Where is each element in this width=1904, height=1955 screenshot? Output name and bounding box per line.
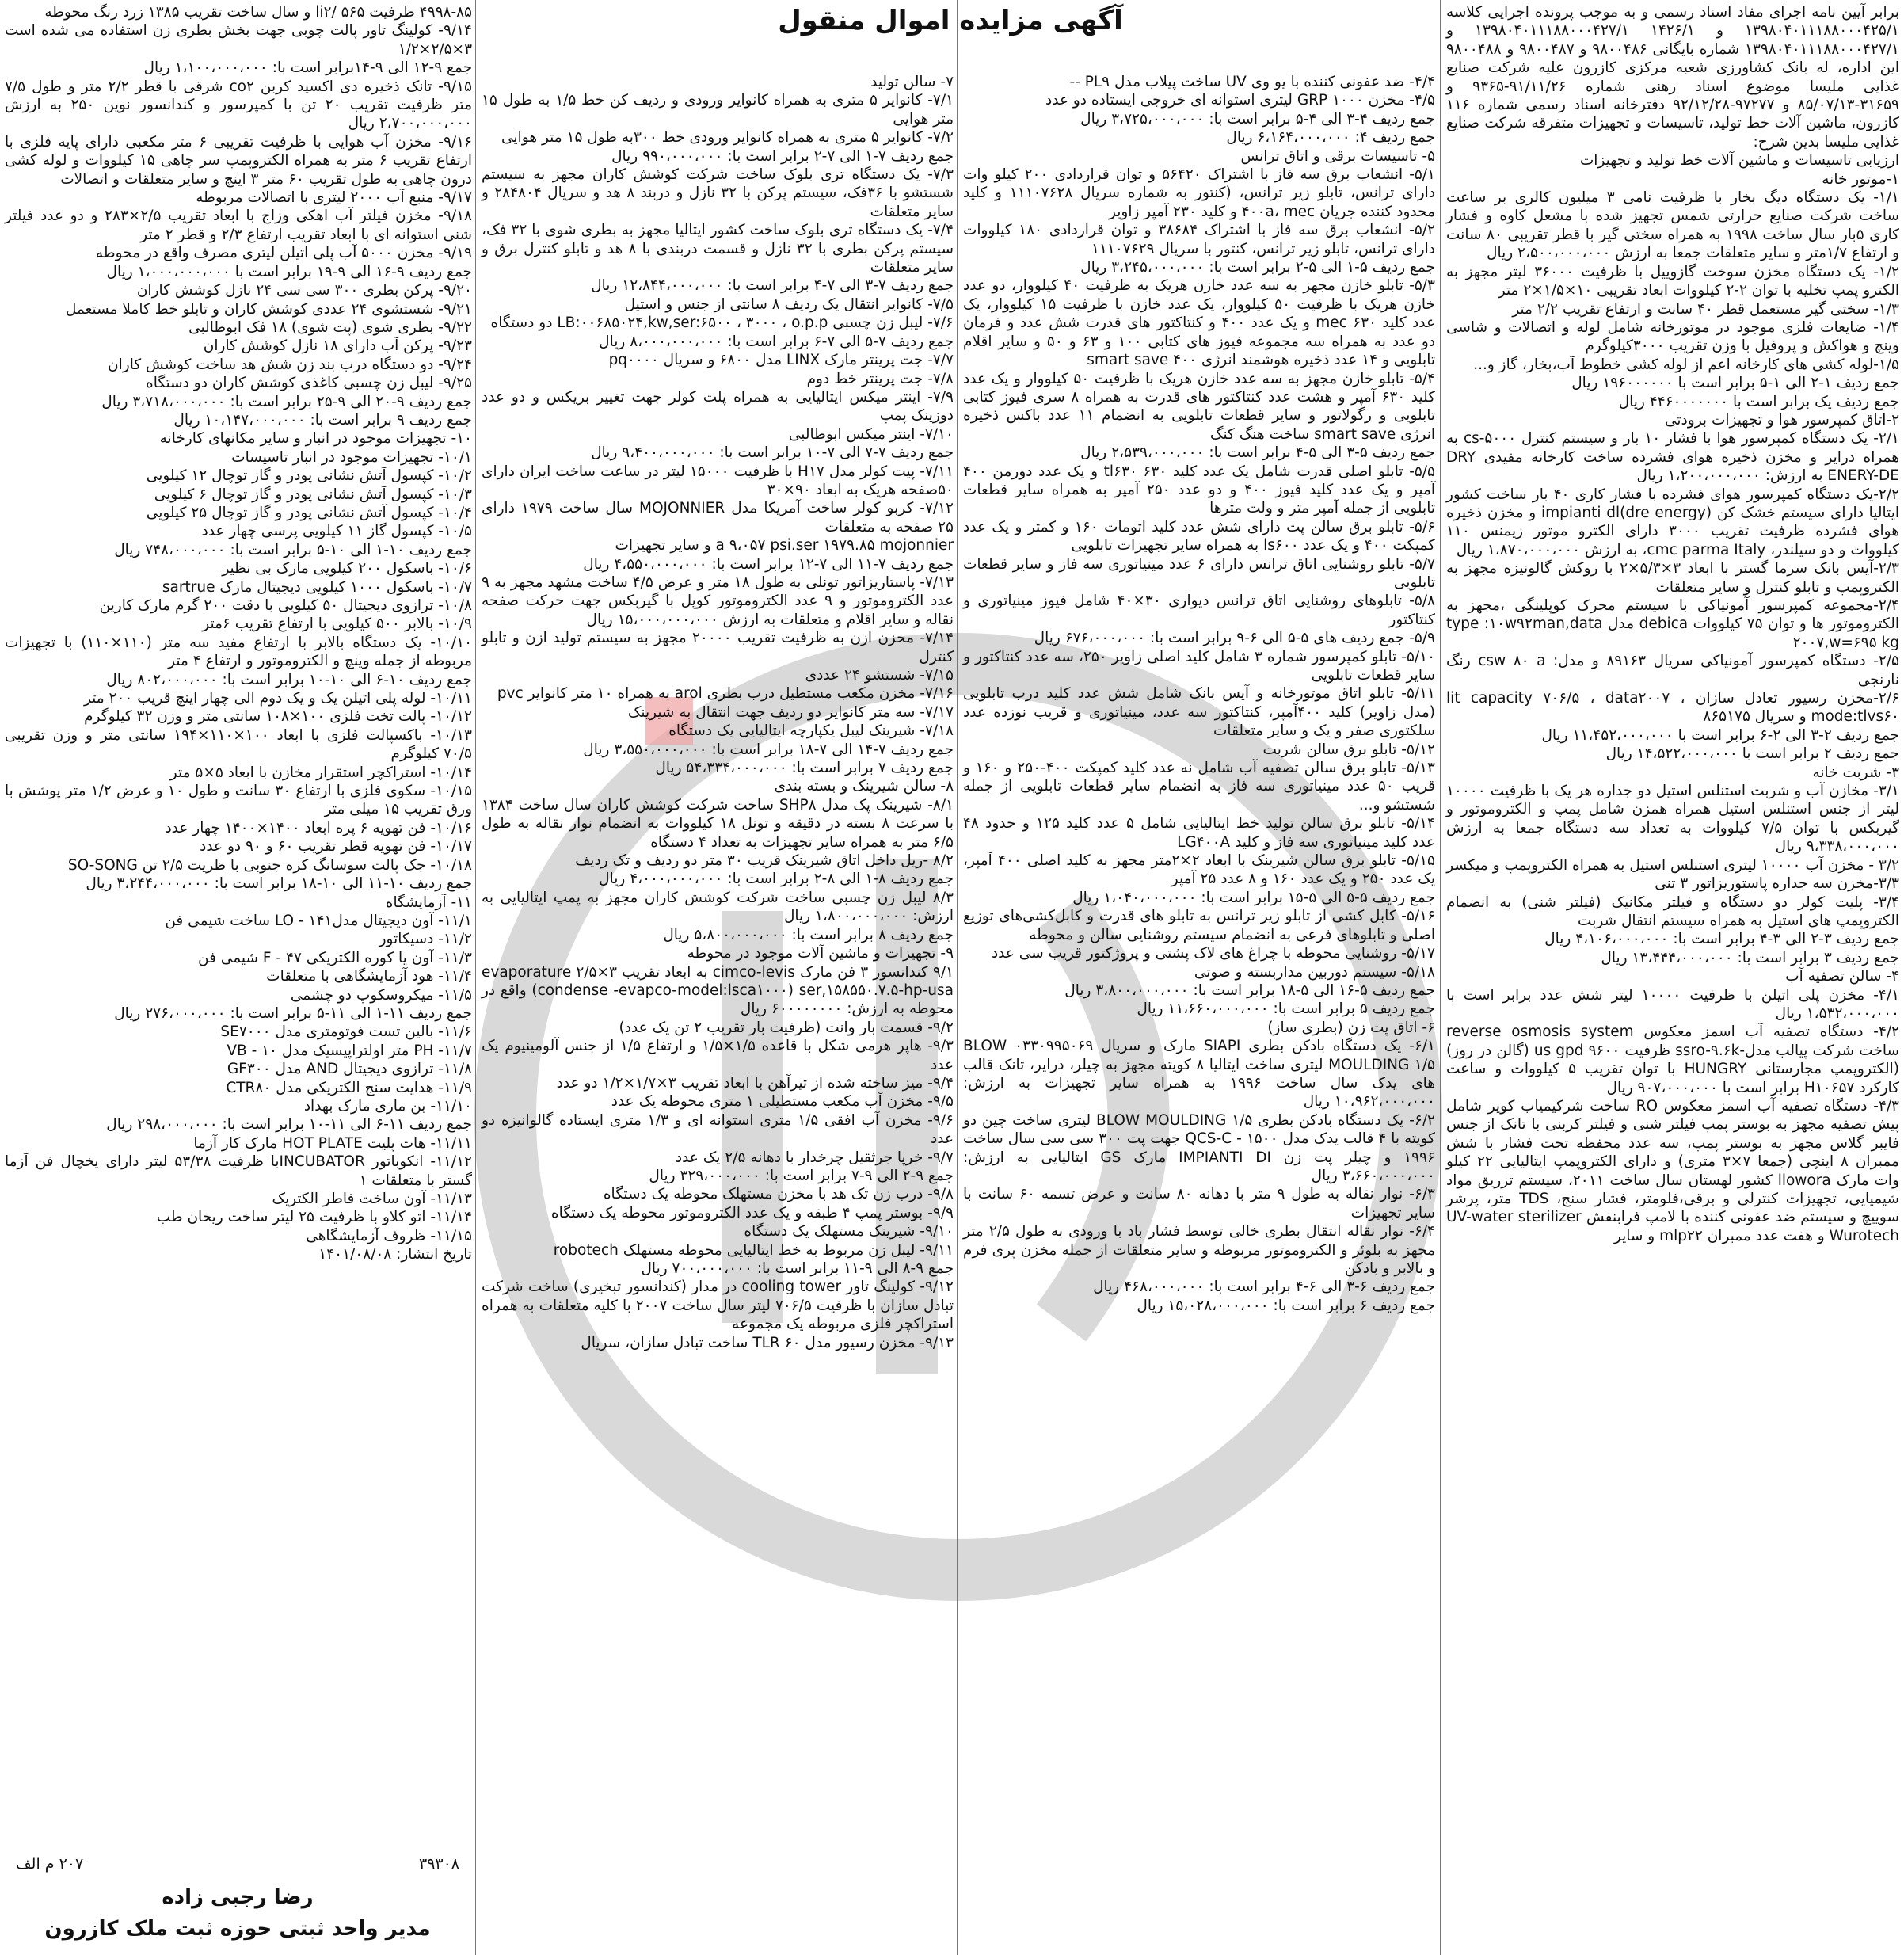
- notice-paragraph: جمع ردیف ۴: ۶،۱۶۴،۰۰۰،۰۰۰ ریال: [1226, 129, 1435, 147]
- notice-paragraph: ۵/۶- تابلو برق سالن پت دارای شش عدد کلید اتومات ۱۶۰ و کمتر و یک عدد کمپکت ۴۰۰ و یک عدد ls۶۰۰ به همراه سایر تجهیزات تابلویی: [963, 518, 1435, 554]
- notice-paragraph: ۴/۱- مخزن پلی اتیلن با ظرفیت ۱۰۰۰۰ لیتر شش عدد برابر است با ۱،۵۳۲،۰۰۰،۰۰۰ ریال: [1446, 986, 1900, 1022]
- notice-paragraph: ۶- اتاق پت زن (بطری ساز): [1267, 1019, 1435, 1036]
- notice-paragraph: ۵/۱۲- تابلو برق سالن شربت: [1262, 741, 1435, 758]
- notice-paragraph: ۲/۴-مجموعه کمپرسور آمونیاکی با سیستم محرک کوپلینگی ،مجهز به الکتروموتور ها و توان ۷۵ کیلووات debica مدل type :۱۰w۹۲man,data ۲۰۰۷,w=۶۹۵ kg: [1446, 597, 1900, 651]
- notice-paragraph: ۱۰/۱۲- پالت تخت فلزی ۱۰۰×۱۰۸ سانتی متر و وزن ۳۲ کیلوگرم: [84, 708, 472, 726]
- notice-paragraph: جمع ردیف ۲ برابر است با ۱۴،۵۲۲،۰۰۰،۰۰۰ ریال: [1605, 745, 1899, 763]
- notice-paragraph: جمع ردیف ۷-۳ الی ۷-۴ برابر است با: ۱۲،۸۴۴،۰۰۰،۰۰۰ ریال: [591, 277, 954, 295]
- notice-paragraph: ۱/۴- ضایعات فلزی موجود در موتورخانه شامل لوله و اتصالات و شاسی وینچ و هواکش و پروفیل با وزن تقریب ۳۰۰۰کیلوگرم: [1446, 318, 1899, 355]
- notice-paragraph: جمع ردیف یک برابر است با ۴۴۶۰۰۰۰۰۰۰ ریال: [1618, 393, 1899, 410]
- notice-paragraph: ۸/۳ لیبل زن چسبی ساخت شرکت کوشش کاران مجهز به پمپ ایتالیایی به ارزش: ۱،۸۰۰،۰۰۰،۰۰۰ ریال: [482, 889, 954, 925]
- notice-paragraph: ۵/۱۳- تابلو برق سالن تصفیه آب شامل نه عدد کلید کمپکت ۴۰۰-۲۵۰ و ۱۶۰ و قریب ۵۰ عدد مینیاتوری سه فاز به انضمام سایر قطعات تابلویی از جمله شستشو و...: [963, 760, 1436, 814]
- notice-paragraph: جمع ردیف ۶-۳ الی ۶-۴ برابر است با: ۴۶۸،۰۰۰،۰۰۰ ریال: [1093, 1279, 1435, 1296]
- notice-paragraph: جمع ردیف ۲-۳ الی ۲-۶ برابر است با ۱۱،۴۵۲،۰۰۰،۰۰۰ ریال: [1541, 726, 1899, 744]
- notice-paragraph: ۷/۱۰- اینتر میکس ابوطالبی: [788, 425, 954, 443]
- notice-paragraph: ۹/۵- مخزن آب مکعب مستطیلی ۱ متری محوطه یک عدد: [611, 1093, 954, 1111]
- notice-paragraph: ۱۰/۵- کپسول گاز ۱۱ کیلویی پرسی چهار عدد: [201, 523, 472, 540]
- notice-code: ۳۹۳۰۸: [418, 1855, 459, 1873]
- notice-paragraph: جمع ردیف ۵-۵ الی ۵-۱۵ برابر است با: ۱،۰۴۰،۰۰۰،۰۰۰ ریال: [1072, 889, 1435, 906]
- column-divider: [957, 0, 958, 1955]
- notice-paragraph: ۱۰- تجهیزات موجود در انبار و سایر مکانهای کارخانه: [159, 430, 472, 448]
- notice-paragraph: ۳/۳-مخزن سه جداره پاستوریزاتور ۳ تنی: [1655, 875, 1899, 893]
- notice-paragraph: ۱۰/۱۰- یک دستگاه بالابر با ارتفاع مفید سه متر (۱۱۰×۱۱۰) با تجهیزات مربوطه از جمله وینچ و الکتروموتور و ارتفاع ۴ متر: [5, 634, 473, 670]
- footer-codes: [16, 1855, 459, 1873]
- notice-paragraph: ۷/۷- جت پرینتر مارک LINX مدل ۶۸۰۰ و سریال pq۰۰۰۰: [608, 352, 954, 369]
- notice-paragraph: ۵- تاسیسات برقی و اتاق ترانس: [1240, 147, 1435, 165]
- notice-paragraph: a ۹،۰۵۷ psi.ser ۱۹۷۹.۸۵ mojonnier و سایر تجهیزات: [615, 537, 954, 554]
- notice-paragraph: ۱/۳- سختی گیر مستعمل قطر ۴۰ سانت و ارتفاع تقریب ۲/۲ متر: [1512, 300, 1899, 318]
- notice-paragraph: ۷/۹- اینتر میکس ایتالیایی به همراه پلت کولر جهت تغییر بریکس و دو عدد دوزینک پمپ: [482, 388, 954, 425]
- notice-paragraph: جمع ردیف ۹ برابر است با: ۱۰،۱۴۷،۰۰۰،۰۰۰ ریال: [173, 411, 472, 429]
- notice-paragraph: ۹/۲۴- دو دستگاه درب بند زن شش هد ساخت کوشش کاران: [108, 356, 472, 373]
- notice-paragraph: ۲-اتاق کمپرسور هوا و تجهیزات برودتی: [1664, 411, 1899, 429]
- notice-paragraph: ۱۱/۶- بالین تست فوتومتری مدل SE۷۰۰۰: [220, 1023, 472, 1041]
- notice-paragraph: ۱۱/۱۳- آون ساخت فاطر الکتریک: [272, 1191, 472, 1207]
- notice-paragraph: ۹/۱۳- مخزن رسیور مدل TLR ۶۰ ساخت تبادل سازان، سریال: [581, 1334, 954, 1351]
- notice-paragraph: جمع ردیف ۹-۱۶ الی ۹-۱۹ برابر است با ۱،۰۰۰،۰۰۰،۰۰۰ ریال: [106, 263, 472, 280]
- notice-paragraph: ۱۰/۴- کپسول آتش نشانی پودر و گاز توچال ۲۵ کیلویی: [146, 504, 472, 521]
- notice-paragraph: ۶/۳- نوار نقاله به طول ۹ متر با دهانه ۸۰ سانت و عرض تسمه ۶۰ سانت با سایر تجهیزات: [963, 1186, 1435, 1221]
- notice-paragraph: جمع ردیف ۸ برابر است با: ۵،۸۰۰،۰۰۰،۰۰۰ ریال: [663, 926, 954, 943]
- notice-paragraph: برابر آیین نامه اجرای مفاد اسناد رسمی و به موجب پرونده اجرایی کلاسه ۱۳۹۸۰۴۰۱۱۱۸۸۰۰۰۴۲۵/۱ و ۱۴۲۶/۱ ۱۳۹۸۰۴۰۱۱۱۸۸۰۰۰۴۲۷/۱ و ۱۳۹۸۰۴۰۱۱۱۸۸۰۰۰۴۲۷/۱ شماره بایگانی ۹۸۰۰۴۸۶ و ۹۸۰۰۴۸۷ و ۹۸۰۰۴۸۸ این اداره، له بانک کشاورزی شعبه مرکزی کازرون علیه شرکت صنایع غذایی ملیسا موضوع اسناد رهنی شماره ۹۱/۱۱/۲۶-۹۳۶۵ و ۳۱۶۵۹-۸۵/۰۷/۱۳ و ۹۷۲۷۷-۹۲/۱۲/۲۸ دفترخانه اسناد رسمی شماره ۱۱۶ کازرون، ماشین آلات خط تولید، تاسیسات و تجهیزات متفرقه شرکت صنایع غذایی ملیسا بدین شرح:: [1446, 4, 1899, 151]
- notice-paragraph: ۹/۱۷- منبع آب ۲۰۰۰ لیتری با اتصالات مربوطه: [196, 189, 472, 207]
- notice-paragraph: ۸/۱- شیرینک پک مدل SHP۸ ساخت شرکت کوشش کاران سال ساخت ۱۳۸۴ با سرعت ۸ بسته در دقیقه و تونل ۱۸ کیلووات به انضمام نوار نقاله به طول ۶/۵ متر به همراه سایر تجهیزات به تعداد ۴ دستگاه: [482, 796, 954, 851]
- notice-paragraph: ۱۱- آزمایشگاه: [385, 894, 472, 911]
- notice-paragraph: ۵/۸- تابلوهای روشنایی اتاق ترانس دیواری ۳۰×۴۰ شامل فیوز مینیاتوری و کنتاکتور: [963, 593, 1435, 628]
- column-divider: [475, 0, 476, 1955]
- notice-paragraph: جمع ردیف ۷ برابر است با: ۵۴،۳۳۴،۰۰۰،۰۰۰ ریال: [655, 760, 954, 777]
- notice-paragraph: ۸- سالن شیرینک و بسته بندی: [774, 778, 954, 795]
- notice-paragraph: ۵/۱- انشعاب برق سه فاز با اشتراک ۵۶۴۲۰ و توان قراردادی ۲۰۰ کیلو وات دارای ترانس، تابلو زیر ترانس، (کنتور به شماره سریال ۱۱۱۰۷۶۲۸ و کلید محدود کننده جریان ۴۰۰a، mec و کلید ۲۳۰ آمپر زاویر: [963, 166, 1436, 220]
- notice-paragraph: ۵/۴- تابلو خازن مجهز به سه عدد خازن هریک با ظرفیت ۵۰ کیلووار و یک عدد کلید ۶۳۰ آمپر و هشت عدد کنتاکتور های قدرت به همراه ۸ سری فیوز کتابی تابلویی و رگولاتور و سایر قطعات تابلویی به انضمام ۱۱ عدد باکس ذخیره انرژی smart save ساخت هنگ کنگ: [963, 370, 1436, 443]
- notice-paragraph: جمع ردیف ۸-۱ الی ۸-۲ برابر است با: ۴،۰۰۰،۰۰۰،۰۰۰ ریال: [599, 871, 954, 888]
- notice-paragraph: ۱۰/۷- باسکول ۱۰۰۰ کیلویی دیجیتال مارک sartrue: [162, 578, 472, 596]
- notice-paragraph: ۱۱/۱۱- هات پلیت HOT PLATE مارک کار آزما: [193, 1134, 472, 1152]
- notice-paragraph: ۱۱/۱۰- بن ماری مارک بهداد: [303, 1097, 472, 1115]
- notice-paragraph: ۴/۳- دستگاه تصفیه آب اسمز معکوس RO ساخت شرکیمیاب کویر شامل پیش تصفیه مجهز به بوستر پمپ فیلتر شنی و فیلتر کربنی با تانک از جنس فایبر گلاس مجهز به بوستر پمپ، سه عدد محفظه تحت فشار با شش ممبران ۸ اینچی (جمعا ۷×۳ متری) و دارای الکتروپمپ ایتالیایی ۲۲ کیلو وات مارک llowora کشور لهستان سال ساخت ۲۰۱۱، سیستم تزریق مواد شیمیایی، تجهیزات کنترلی و برقی،فلومتر، فشار سنج، TDS متر، پرشر سوییچ و سیستم ضد عفونی کننده با لامپ فرابنفش UV-water sterilizer Wurotech و هفت عدد ممبران mlp۲۲ و سایر: [1446, 1097, 1900, 1244]
- notice-paragraph: ۷/۱۵- شستشو ۲۴ عددی: [805, 667, 954, 684]
- notice-paragraph: جمع ردیف ۱۱-۶ الی ۱۱-۱۰ برابر است با: ۲۹۸،۰۰۰،۰۰۰ ریال: [106, 1116, 472, 1134]
- notice-paragraph: جمع ردیف ۵-۱ الی ۵-۲ برابر است با: ۳،۲۴۵،۰۰۰،۰۰۰ ریال: [1080, 259, 1435, 276]
- column-4: [5, 3, 472, 1264]
- notice-paragraph: ۱/۵-لوله کشی های کارخانه اعم از لوله کشی خطوط آب،بخار، گاز و...: [1473, 356, 1899, 373]
- notice-paragraph: جمع ردیف ۱۰-۱۱ الی ۱۰-۱۸ برابر است با: ۳،۲۴۴،۰۰۰،۰۰۰ ریال: [86, 875, 472, 893]
- notice-paragraph: ۵/۱۰- تابلو کمپرسور شماره ۳ شامل کلید اصلی زاویر ۲۵۰، سه عدد کنتاکتور و سایر قطعات تابلویی: [963, 648, 1436, 684]
- notice-paragraph: ۹/۱۶- مخزن آب هوایی با ظرفیت تقریبی ۶ متر مکعبی دارای پایه فلزی با ارتفاع تقریب ۶ متر به همراه الکتروپمپ سر چاهی ۱۵ کیلووات و لوله کشی درون چاهی به طول تقریب ۶۰ متر ۳ اینچ و سایر متعلقات و اتصالات: [5, 133, 472, 188]
- notice-paragraph: ۷/۵- کانوایر انتقال یک ردیف ۸ سانتی از جنس و استیل: [624, 295, 954, 313]
- column-1: [1446, 3, 1899, 1245]
- notice-paragraph: ۹/۲۰- پرکن بطری ۳۰۰ سی سی ۲۴ نازل کوشش کاران: [136, 282, 472, 299]
- notice-paragraph: ۱۰/۶- باسکول ۲۰۰ کیلویی مارک بی نظیر: [222, 560, 472, 577]
- notice-paragraph: ۱۱/۱- آون دیجیتال مدل۱۴۱ - LO ساخت شیمی فن: [165, 912, 472, 929]
- notice-paragraph: ۲/۵- دستگاه کمپرسور آمونیاکی سریال ۸۹۱۶۳ و مدل: csw ۸۰ a رنگ نارنجی: [1446, 653, 1899, 688]
- notice-paragraph: ۱۱/۲- دسیکاتور: [379, 931, 472, 948]
- notice-paragraph: ۱۰/۱۸- جک پالت سوسانگ کره جنوبی با ظریت ۲/۵ تن SO-SONG: [67, 856, 472, 874]
- notice-paragraph: ۷/۸- جت پرینتر خط دوم: [806, 370, 954, 387]
- notice-paragraph: ۴۹۹۸-۸۵ ظرفیت ۵۶۵ /li۲ و سال ساخت تقریب ۱۳۸۵ زرد رنگ محوطه: [44, 4, 472, 21]
- notice-paragraph: ۴/۵- مخزن GRP ۱۰۰۰ لیتری استوانه ای خروجی ایستاده دو عدد: [1045, 92, 1435, 109]
- notice-paragraph: ۷/۱۲- کربو کولر ساخت آمریکا مدل MOJONNIER سال ساخت ۱۹۷۹ دارای ۲۵ صفحه به متعلقات: [482, 500, 954, 535]
- notice-paragraph: جمع ردیف ۵ برابر است با: ۱۱،۶۶۰،۰۰۰،۰۰۰ ریال: [1137, 1000, 1435, 1018]
- notice-paragraph: ۱۱/۳- آون یا کوره الکتریکی ۴۷ - F شیمی فن: [198, 949, 472, 966]
- notice-paragraph: ۵/۱۶- کابل کشی از تابلو زیر ترانس به تابلو های قدرت و کابل‌کشی‌های توزیع اصلی و تابلوهای فرعی به انضمام سیستم روشنایی سالن و محوطه: [963, 908, 1435, 943]
- notice-paragraph: ۹/۹- بوستر پمپ ۴ طبقه و یک عدد الکتروموتور محوطه یک دستگاه: [550, 1204, 954, 1221]
- notice-paragraph: ۹/۱۱- لیبل زن مربوط به خط ایتالیایی محوطه مستهلک robotech: [553, 1241, 954, 1259]
- notice-paragraph: ۹/۱ کندانسور ۳ فن مارک cimco-levis به ابعاد تقریب ۳×۲/۵ evaporature condense -evapco-model:lsca۱۰۰۰) ser,۱۵۸۵۵۰.۷.۵-hp-usa) واقع در محوطه به ارزش: ۶۰۰۰۰۰۰۰۰ ریال: [482, 963, 954, 1018]
- notice-paragraph: جمع ۹-۲ الی ۹-۷ برابر است با: ۳۲۹،۰۰۰،۰۰۰ ریال: [649, 1167, 954, 1184]
- notice-paragraph: ۵/۱۷- روشنایی محوطه با چراغ های لاک پشتی و پروژکتور قریب سی عدد: [991, 945, 1435, 962]
- notice-paragraph: ۲/۳-آیس بانک سرما گستر با ابعاد ۳×۵/۳×۲ با روکش گالونیزه مجهز به الکتروپمپ و تابلو کنترل و سایر متعلقات: [1446, 560, 1899, 596]
- notice-paragraph: ۱۰/۱۷- فن تهویه قطر تقریب ۶۰ و ۹۰ دو عدد: [200, 838, 472, 856]
- notice-paragraph: ۹/۲۱- شستشوی ۲۴ عددی کوشش کاران و تابلو خط کاملا مستعمل: [65, 300, 472, 318]
- notice-paragraph: جمع ردیف ۶ برابر است با: ۱۵،۰۲۸،۰۰۰،۰۰۰ ریال: [1137, 1297, 1435, 1314]
- notice-paragraph: جمع ردیف ۱-۲ الی ۱-۵ برابر است با ۱۹۶۰۰۰۰۰۰ ریال: [1571, 375, 1899, 392]
- notice-paragraph: ۷/۳- یک دستگاه تری بلوک ساخت شرکت کوشش کاران مجهز به سیستم شستشو با ۳۶فک، سیستم پرکن با ۳۲ نازل و دربند ۸ هد و سریال ۲۸۴۸۰۴ و سایر متعلقات: [482, 166, 954, 220]
- notice-paragraph: جمع ردیف ۷-۷ الی ۷-۱۰ برابر است با: ۹،۴۰۰،۰۰۰،۰۰۰ ریال: [591, 444, 954, 462]
- notice-paragraph: ارزیابی تاسیسات و ماشین آلات خط تولید و تجهیزات: [1579, 152, 1899, 170]
- notice-paragraph: ۱۱/۱۴- اتو کلاو با ظرفیت ۲۵ لیتر ساخت ریحان طب: [156, 1209, 472, 1226]
- notice-paragraph: ۷/۴- یک دستگاه تری بلوک ساخت کشور ایتالیا مجهز به بطری شوی با ۳۲ فک، سیستم پرکن بطری با ۳۲ نازل و قسمت دربندی با ۸ هد و تابلو کنترل برق و سایر متعلقات: [482, 222, 954, 276]
- notice-paragraph: ۹/۶- مخزن آب افقی ۱/۵ متری استوانه ای و ۱/۳ متری ایستاده گالوانیزه دو عدد: [482, 1111, 954, 1148]
- notice-paragraph: ۷/۱۶- مخزن مکعب مستطیل درب بطری arol به همراه ۱۰ متر کانوایر pvc: [497, 685, 954, 703]
- notice-paragraph: ۹/۱۰- شیرینک مستهلک یک دستگاه: [744, 1223, 954, 1240]
- notice-paragraph: ۹/۲- قسمت بار وانت (ظرفیت بار تقریب ۲ تن یک عدد): [619, 1019, 954, 1036]
- notice-paragraph: ۳/۴- پلیت کولر دو دستگاه و فیلتر مکانیک (فیلتر شنی) به انضمام الکتروپمپ های استیل به همراه سیستم انتقال شربت: [1446, 894, 1899, 929]
- signer-title: مدیر واحد ثبتی حوزه ثبت ملک کازرون: [44, 1917, 431, 1941]
- notice-paragraph: ۴- سالن تصفیه آب: [1785, 968, 1899, 985]
- notice-paragraph: جمع ردیف ۳-۲ الی ۳-۴ برابر است با: ۴،۱۰۶،۰۰۰،۰۰۰ ریال: [1544, 931, 1899, 948]
- notice-paragraph: ۵/۱۵- تابلو برق سالن شیرینک با ابعاد ۲×۲متر مجهز به کلید اصلی ۴۰۰ آمپر، یک عدد ۲۵۰ و یک عدد ۱۶۰ و ۸ عدد ۲۵ آمپر: [963, 852, 1435, 888]
- notice-paragraph: ۸/۲ -ریل داخل اتاق شیرینک قریب ۳۰ متر دو ردیف و تک ردیف: [575, 852, 954, 870]
- signer-name: رضا رجبی زاده: [162, 1885, 314, 1909]
- notice-paragraph: جمع ردیف ۴-۳ الی ۴-۵ برابر است با: ۳،۷۲۵،۰۰۰،۰۰۰ ریال: [1080, 110, 1435, 128]
- notice-paragraph: ۱۰/۹- بالابر ۵۰۰ کیلویی با ارتفاع تقریب ۶متر: [202, 615, 472, 633]
- notice-paragraph: ۹/۲۳- پرکن آب دارای ۱۸ نازل کوشش کاران: [203, 337, 472, 355]
- notice-paragraph: ۹/۱۴- کولینگ تاور پالت چوبی جهت بخش بطری زن استفاده می شده است ۳×۲/۵×۱/۲: [5, 22, 472, 58]
- notice-paragraph: ۱۱/۴- هود آزمایشگاهی با متعلقات: [266, 968, 472, 985]
- notice-paragraph: جمع ردیف ۱۰-۱ الی ۱۰-۵ برابر است با: ۷۴۸،۰۰۰،۰۰۰ ریال: [114, 541, 472, 558]
- notice-paragraph: ۳/۲ - مخزن آب ۱۰۰۰۰ لیتری استنلس استیل به همراه الکتروپمپ و میکسر: [1446, 856, 1899, 874]
- notice-paragraph: ۵/۲- انشعاب برق سه فاز با اشتراک ۳۸۶۸۴ و توان قراردادی ۱۸۰ کیلووات دارای ترانس، تابلو زیر ترانس، کنتور با سریال ۱۱۱۰۷۶۲۹: [963, 222, 1435, 257]
- notice-paragraph: ۷/۱۴- مخزن ازن به ظرفیت تقریب ۲۰۰۰۰ مجهز به سیستم تولید ازن و تابلو کنترل: [482, 630, 954, 665]
- notice-paragraph: جمع ۹-۸ الی ۹-۱۱ برابر است با: ۷۰۰،۰۰۰،۰۰۰ ریال: [641, 1260, 954, 1277]
- notice-paragraph: ۱۱/۸- ترازوی دیجیتال AND مدل GF۳۰۰: [227, 1061, 472, 1078]
- notice-paragraph: جمع ردیف ۹-۲۰ الی ۹-۲۵ برابر است با: ۳،۷۱۸،۰۰۰،۰۰۰ ریال: [101, 393, 472, 410]
- notice-paragraph: ۱۰/۱۱- لوله پلی اتیلن یک و یک دوم الی چهار اینچ قریب ۲۰۰ متر: [83, 690, 472, 707]
- notice-paragraph: ۳/۱- مخازن آب و شربت استنلس استیل دو جداره هر یک با ظرفیت ۱۰۰۰۰ لیتر از جنس استنلس استیل همراه همزن شامل پمپ و الکتروموتور و گیربکس با توان ۷/۵ کیلووات به تعداد سه دستگاه جمعا به ارزش ۹،۳۳۸،۰۰۰،۰۰۰ ریال: [1446, 783, 1899, 856]
- notice-paragraph: ۱۰/۳- کپسول آتش نشانی پودر و گاز توچال ۶ کیلویی: [154, 486, 472, 503]
- notice-paragraph: تاریخ انتشار: ۱۴۰۱/۰۸/۰۸: [318, 1246, 472, 1263]
- notice-paragraph: ۹/۱۵- تانک ذخیره دی اکسید کربن co۲ شرقی با قطر ۲/۲ متر و طول ۷/۵ متر ظرفیت تقریب ۲۰ تن با کمپرسور و کندانسور نوین ۲۵۰ به ارزش ۲،۷۰۰،۰۰۰،۰۰۰ ریال: [5, 78, 472, 132]
- notice-paragraph: ۱/۱- یک دستگاه دیگ بخار با ظرفیت نامی ۳ میلیون کالری بر ساعت ساخت شرکت صنایع حرارتی شمس تجهیز شده با مشعل کاوه و فشار کاری ۵بار سال ساخت ۱۹۹۸ به همراه سختی گیر با قطر تقریبی ۸۰ سانت و ارتفاع ۱/۷متر و سایر متعلقات جمعا به ارزش ۲،۵۰۰،۰۰۰،۰۰۰ ریال: [1446, 189, 1899, 262]
- notice-paragraph: ۱/۲- یک دستگاه مخزن سوخت گازوییل با ظرفیت ۳۶۰۰۰ لیتر مجهز به الکترو پمپ تخلیه با توان ۲-۲ کیلووات ابعاد تقریبی ۱۰×۱/۵×۲ متر: [1446, 263, 1899, 299]
- notice-paragraph: ۲/۱- یک دستگاه کمپرسور هوا با فشار ۱۰ بار و سیستم کنترل cs-۵۰۰۰ به همراه درایر و مخزن ذخیره هوای فشرده ساخت کارخانه مفیدی DRY ENERY-DE به ارزش: ۱،۲۰۰،۰۰۰،۰۰۰ ریال: [1446, 430, 1899, 485]
- notice-paragraph: ۵/۱۱- تابلو اتاق موتورخانه و آیس بانک شامل شش عدد کلید درب تابلویی (مدل زاویر) کلید ۴۰۰آمپر، کنتاکتور سه عدد، مینیاتوری و قریب نوزده عدد سلکتوری صفر و یک و سایر متعلقات: [963, 685, 1435, 740]
- notice-paragraph: ۳- شربت خانه: [1812, 764, 1899, 781]
- notice-paragraph: ۶/۲- یک دستگاه بادکن بطری BLOW MOULDING ۱/۵ لیتری ساخت چین دو کویته با ۴ قالب یدک مدل ۱۵۰۰ - QCS-C جهت پت ۳۰۰ سی سی سال ساخت ۱۹۹۶ و چیلر پت زن IMPIANTI DI مارک GS ایتالیایی به ارزش: ۳،۶۶۰،۰۰۰،۰۰۰ ریال: [963, 1111, 1435, 1184]
- notice-paragraph: ۶/۱- یک دستگاه بادکن بطری SIAPI مارک و سریال ۰۳۳۰۹۹۵۰۶۹ BLOW MOULDING ۱/۵ لیتری ساخت ایتالیا ۸ کویته مجهز به چیلر، درایر، تانک قالب های یدک سال ساخت ۱۹۹۶ به همراه سایر تجهیزات به ارزش: ۱۰،۹۶۲،۰۰۰،۰۰۰ ریال: [963, 1038, 1435, 1111]
- notice-paragraph: ۹/۲۲- بطری شوی (پت شوی) ۱۸ فک ابوطالبی: [188, 318, 472, 336]
- notice-paragraph: ۵/۳- تابلو خازن مجهز به سه عدد خازن هریک به ظرفیت ۴۰ کیلووار، دو عدد خازن هریک با ظرفیت ۵۰ کیلووار، یک عدد خازن با ظرفیت ۱۵ کیلووار، یک عدد کلید ۶۳۰ mec و یک عدد ۴۰۰ و کنتاکتور های قدرت شش عدد و فرمان دو عدد به همراه سه مجموعه فیوز های کتابی ۱۰۰ و ۶۳ و ۵۰ و سایر اقلام تابلویی و ۱۴ عدد ذخیره هوشمند انرژی ۴۰۰ smart save: [963, 277, 1436, 369]
- notice-paragraph: ۱۱/۱۲- انکوباتور INCUBATORبا ظرفیت ۵۳/۳۸ لیتر دارای یخچال فن آزما گستر با متعلقات ۱: [5, 1153, 472, 1189]
- notice-paragraph: ۵/۵- تابلو اصلی قدرت شامل یک عدد کلید ۶۳۰ tl۶۳۰ و یک عدد دورمن ۴۰۰ آمپر و یک عدد کلید فیوز ۴۰۰ و دو عدد ۲۵۰ آمپر به همراه سایر قطعات تابلویی از جمله آمپر متر و ولت مترها: [963, 463, 1435, 517]
- notice-paragraph: ۱۱/۱۵- ظروف آزمایشگاهی: [306, 1227, 472, 1244]
- notice-paragraph: ۹/۴- میز ساخته شده از تیرآهن با ابعاد تقریب ۳×۱/۷×۱/۲ دو عدد: [556, 1074, 954, 1092]
- notice-paragraph: ۴/۲- دستگاه تصفیه آب اسمز معکوس reverse osmosis system ساخت شرکت پیالب مدل-ssro-۹.۶k ظرفیت ۹۶۰۰ us gpd (گالن در روز) (الکتروپمپ مجارستانی HUNGRY با توان تقریب ۵ کیلووات و ساعت کارکرد H۱۰۶۵۷ برابر است با ۹۰۷،۰۰۰،۰۰۰ ریال: [1446, 1023, 1899, 1096]
- notice-paragraph: ۱۰/۲- کپسول آتش نشانی پودر و گاز توچال ۱۲ کیلویی: [146, 467, 472, 485]
- notice-paragraph: جمع ردیف ۱۱-۱ الی ۱۱-۵ برابر است با: ۲۷۶،۰۰۰،۰۰۰ ریال: [114, 1004, 472, 1022]
- notice-paragraph: ۹/۲۵- لیبل زن چسبی کاغذی کوشش کاران دو دستگاه: [146, 375, 472, 392]
- notice-paragraph: ۵/۱۸- سیستم دوربین مداربسته و صوتی: [1194, 963, 1435, 981]
- notice-paragraph: ۷- سالن تولید: [870, 74, 954, 90]
- notice-paragraph: ۹/۷- خرپا جرثقیل چرخدار با دهانه ۲/۵ یک عدد: [675, 1149, 954, 1166]
- notice-paragraph: ۱۰/۱۶- فن تهویه ۶ پره ابعاد ۱۴۰۰×۱۴۰۰ چهار عدد: [165, 819, 472, 836]
- notice-paragraph: ۱۰/۱۳- باکسپالت فلزی با ابعاد ۱۰۰×۱۱۰×۱۹۴ سانتی متر و وزن تقریبی ۷۰/۵ کیلوگرم: [5, 726, 472, 763]
- notice-paragraph: ۷/۶- لیبل زن چسبی LB:۰۰۶۸۵۰۲۴,kw,ser:۶۵۰۰ ، ۳۰۰۰ ، o.p.p دو دستگاه: [490, 314, 954, 332]
- notice-paragraph: جمع ردیف ۱۰-۶ الی ۱۰-۱۰ برابر است با: ۸۰۲،۰۰۰،۰۰۰ ریال: [106, 671, 472, 688]
- column-3: [482, 73, 954, 1352]
- notice-paragraph: جمع ردیف ۷-۱۱ الی ۷-۱۲ برابر است با: ۴،۵۵۰،۰۰۰،۰۰۰ ریال: [583, 555, 954, 573]
- page-title: آگهی مزایده اموال منقول: [778, 5, 1123, 36]
- notice-paragraph: ۹/۸- درب زن تک هد با مخزن مستهلک محوطه یک دستگاه: [603, 1186, 954, 1203]
- notice-paragraph: ۷/۱۳- پاستاریزاتور تونلی به طول ۱۸ متر و عرض ۴/۵ ساخت مشهد مجهز به ۹ عدد الکتروموتور و ۹ عدد الکتروموتور کوپل با گیربکس جهت حرکت صفحه نقاله و سایر اقلام و متعلقات به ارزش ۱۵،۰۰۰،۰۰۰،۰۰۰ ریال: [482, 574, 954, 628]
- column-divider: [1440, 0, 1441, 1955]
- notice-paragraph: ۱۰/۱۴- استراکچر استقرار مخازن با ابعاد ۵×۵ متر: [169, 764, 472, 781]
- notice-paragraph: ۷/۲- کانوایر ۵ متری به همراه کانوایر ورودی خط ۳۰۰به طول ۱۵ متر هوایی: [501, 129, 954, 147]
- notice-ref: ۲۰۷ م الف: [16, 1855, 84, 1873]
- notice-paragraph: ۹/۱۸- مخزن فیلتر آب اهکی وزاج با ابعاد تقریب ۲/۵×۲۸۳ و دو عدد فیلتر شنی استوانه ای با ابعاد تقریب ارتفاع ۲/۳ و قطر ۲ متر: [5, 208, 472, 243]
- notice-paragraph: جمع ۹-۱۲ الی ۹-۱۴برابر است با: ۱،۱۰۰،۰۰۰،۰۰۰ ریال: [143, 59, 472, 77]
- notice-paragraph: ۶/۴- نوار نقاله انتقال بطری خالی توسط فشار باد با ورودی به طول ۲/۵ متر مجهز به بلوئر و الکتروموتور مربوطه و سایر متعلقات از جمله مخزن پری فرم و بالابر و بادکن: [963, 1223, 1435, 1277]
- notice-paragraph: ۱۰/۸- ترازوی دیجیتال ۵۰ کیلویی با دقت ۲۰۰ گرم مارک کارین: [99, 597, 472, 614]
- notice-paragraph: ۹/۱۲- کولینگ تاور cooling tower در مدار (کندانسور تبخیری) ساخت شرکت تبادل سازان با ظرفیت ۷۰۶/۵ لیتر سال ساخت ۲۰۰۷ با کلیه متعلقات به همراه استراکچر فلزی مربوطه یک مجموعه: [482, 1279, 954, 1333]
- notice-paragraph: ۲/۲-یک دستگاه کمپرسور هوای فشرده با فشار کاری ۴۰ بار ساخت کشور ایتالیا دارای سیستم خشک کن impianti dl(dre energy) و مخزن ذخیره هوای فشرده ظرفیت تقریب ۳۰۰۰ دارای الکترو موتور زیمنس ۱۱۰ کیلووات و دو سیلندر، cmc parma Italy، به ارزش ۱،۸۷۰،۰۰۰،۰۰۰ ریال: [1446, 486, 1900, 558]
- notice-paragraph: جمع ردیف ۳ برابر است با: ۱۳،۴۴۴،۰۰۰،۰۰۰ ریال: [1601, 949, 1899, 966]
- notice-paragraph: ۹- تجهیزات و ماشین آلات موجود در محوطه: [687, 945, 954, 962]
- notice-paragraph: جمع ردیف ۷-۵ الی ۷-۶ برابر است با: ۸،۰۰۰،۰۰۰،۰۰۰ ریال: [599, 333, 954, 350]
- notice-paragraph: ۷/۱- کانوایر ۵ متری به همراه کانوایر ورودی و ردیف کن خط ۱/۵ به طول ۱۵ متر هوایی: [482, 92, 954, 128]
- notice-paragraph: ۹/۳- هاپر هرمی شکل با قاعده ۱/۵×۱/۵ و ارتفاع ۱/۵ از جنس آلومینیوم یک عدد: [482, 1038, 954, 1073]
- notice-paragraph: جمع ردیف ۵-۳ الی ۵-۴ برابر است با: ۲،۵۳۹،۰۰۰،۰۰۰ ریال: [1080, 444, 1435, 462]
- notice-paragraph: ۵/۹- جمع ردیف های ۵-۵ الی ۶-۹ برابر است با: ۶۷۶،۰۰۰،۰۰۰ ریال: [1034, 630, 1435, 647]
- notice-paragraph: ۹/۱۹- مخزن ۵۰۰۰ آب پلی اتیلن لیتری مصرف واقع در محوطه: [95, 245, 472, 262]
- notice-paragraph: ۷/۱۱- پیت کولر مدل H۱۷ با ظرفیت ۱۵۰۰۰ لیتر در ساعت ساخت ایران دارای ۵۰صفحه هریک به ابعاد ۹۰×۳۰: [482, 463, 954, 498]
- column-2: [963, 73, 1435, 1315]
- notice-paragraph: ۱۱/۵- میکروسکوپ دو چشمی: [290, 986, 472, 1004]
- notice-paragraph: جمع ردیف ۵-۱۶ الی ۵-۱۸ برابر است با: ۳،۸۰۰،۰۰۰،۰۰۰ ریال: [1064, 981, 1435, 999]
- notice-paragraph: ۴/۴- ضد عفونی کننده با یو وی UV ساخت پیلاب مدل PL۹ --: [1069, 74, 1435, 90]
- notice-paragraph: ۵/۷- تابلو روشنایی اتاق ترانس دارای ۶ عدد مینیاتوری سه فاز و سایر قطعات تابلویی: [963, 555, 1435, 591]
- notice-paragraph: جمع ردیف ۷-۱۴ الی ۷-۱۸ برابر است با: ۳،۵۵۰،۰۰۰،۰۰۰ ریال: [583, 741, 954, 758]
- notice-paragraph: ۱۱/۷- PH متر اولتراپیسیک مدل ۱۰ - VB: [227, 1042, 472, 1059]
- notice-paragraph: ۵/۱۴- تابلو برق سالن تولید خط ایتالیایی شامل ۵ عدد کلید ۱۲۵ و حدود ۴۸ عدد کلید مینیاتوری سه فاز و کلید LG۴۰۰A: [963, 815, 1435, 851]
- notice-paragraph: جمع ردیف ۷-۱ الی ۷-۲ برابر است با: ۹۹۰،۰۰۰،۰۰۰ ریال: [611, 147, 954, 165]
- notice-paragraph: ۲/۶-مخزن رسیور تعادل سازان lit capacity ۷۰۶/۵ ، data۲۰۰۷ ، mode:tlvs۶۰ و سریال ۸۶۵۱۷۵: [1446, 690, 1900, 726]
- notice-paragraph: ۷/۱۸- شیرینک لیبل یکپارچه ایتالیایی یک دستگاه: [668, 722, 954, 740]
- notice-paragraph: ۱۱/۹- هدایت سنج الکتریکی مدل CTR۸۰: [226, 1079, 472, 1096]
- notice-paragraph: ۱-موتور خانه: [1822, 170, 1899, 188]
- notice-paragraph: ۷/۱۷- سه متر کانوایر دو ردیف جهت انتقال به شیرینک: [627, 703, 954, 721]
- notice-paragraph: ۱۰/۱- تجهیزات موجود در انبار تاسیسات: [231, 448, 472, 466]
- notice-paragraph: ۱۰/۱۵- سکوی فلزی با ارتفاع ۳۰ سانت و طول ۱۰ و عرض ۱/۲ متر پوشش با ورق تقریب ۱۵ میلی متر: [5, 783, 473, 818]
